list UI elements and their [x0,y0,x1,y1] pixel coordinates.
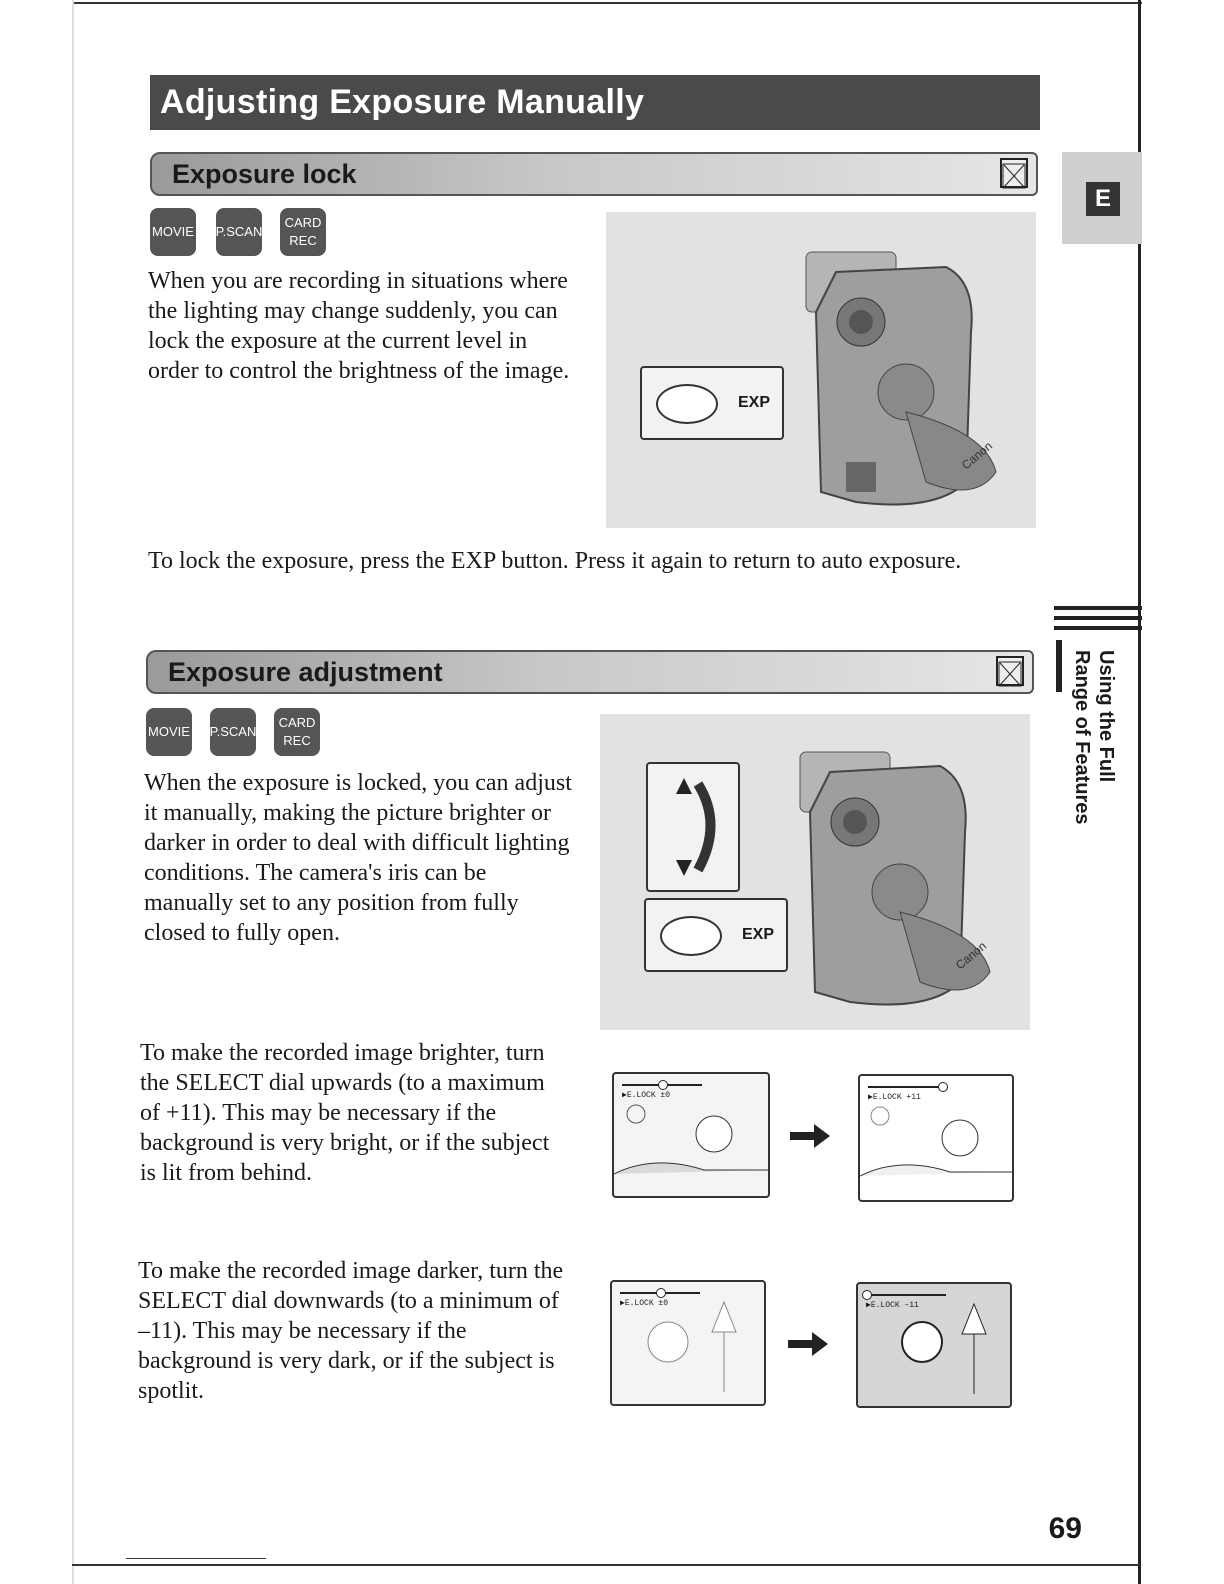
card-rec-badge: CARD REC [280,208,326,256]
exposure-lock-heading-text: Exposure lock [172,159,357,189]
exposure-adjustment-heading [146,650,1034,694]
elock-label-after-bright: ▶E.LOCK +11 [868,1093,921,1102]
manual-mode-icon [1000,158,1028,188]
brighter-instructions: To make the recorded image brighter, turn the SELECT dial upwards (to a maximum of +11). This may be necessary if the background is very bright, or if the subject is lit from behind. [140,1040,550,1186]
exposure-adjustment-heading-text: Exposure adjustment [168,657,443,687]
section-marker-lines [1054,606,1142,640]
page-number: 69 [1048,1512,1082,1545]
manual-mode-icon-2 [996,656,1024,686]
exp-label-2: EXP [742,926,775,943]
pscan-badge-2: P.SCAN [210,708,256,756]
camera-photo-1 [606,212,1036,528]
darker-instructions: To make the recorded image darker, turn the SELECT dial downwards (to a minimum of –11). This may be necessary if the background is very dark, or if the subject is spotlit. [138,1258,564,1404]
screen-before-dark [610,1280,766,1406]
exposure-lock-heading [150,152,1038,196]
dial-callout [646,762,740,892]
movie-badge: MOVIE [150,208,196,256]
camera-brand-1: Canon [958,438,996,473]
exp-callout-1 [640,366,784,440]
chapter-letter: E [1086,182,1120,216]
card-rec-badge-2: CARD REC [274,708,320,756]
elock-label-after-dark: ▶E.LOCK –11 [866,1301,919,1310]
exp-callout-2 [644,898,788,972]
exposure-lock-instruction: To lock the exposure, press the EXP button. Press it again to return to auto exposure. [148,548,962,574]
chapter-tab [1062,152,1142,244]
select-dial-icon [648,764,738,890]
screen-after-dark [856,1282,1012,1408]
top-rule [72,2,1142,4]
screen-before-bright [612,1072,770,1198]
exp-button-icon-1 [656,384,718,424]
pscan-badge: P.SCAN [216,208,262,256]
elock-label-before-dark: ▶E.LOCK ±0 [620,1299,669,1308]
elock-label-before-bright: ▶E.LOCK ±0 [622,1091,671,1100]
section-label-line1: Using the Full [1095,650,1117,783]
camera-photo-2 [600,714,1030,1030]
footer-rule [126,1558,266,1559]
screen-after-bright [858,1074,1014,1202]
section-label-line2: Range of Features [1071,650,1093,825]
exp-label-1: EXP [738,394,771,411]
bottom-rule [72,1564,1140,1566]
left-rule [72,0,74,1584]
page-title: Adjusting Exposure Manually [150,75,1040,130]
movie-badge-2: MOVIE [146,708,192,756]
exposure-adjustment-intro: When the exposure is locked, you can adjust it manually, making the picture brighter or darker in order to deal with difficult lighting conditions. The camera's iris can be manually set to any position from fully closed to fully open. [144,770,572,946]
exposure-lock-intro: When you are recording in situations where the lighting may change suddenly, you can lock the exposure at the current level in order to control the brightness of the image. [148,268,570,384]
arrow-right-icon-1 [790,1124,830,1148]
section-label [1048,650,1118,860]
exp-button-icon-2 [660,916,722,956]
arrow-right-icon-2 [788,1332,828,1356]
camera-brand-2: Canon [952,938,990,973]
